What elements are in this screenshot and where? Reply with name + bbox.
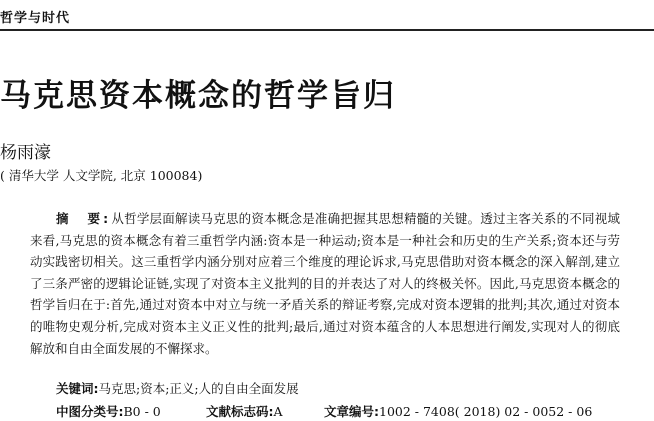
header-rule (0, 29, 654, 31)
abstract (30, 208, 620, 359)
article-number-value: 1002 - 7408( 2018) 02 - 0052 - 06 (379, 404, 593, 419)
article-number-label: 文章编号: (324, 404, 379, 419)
keywords-label: 关键词: (56, 381, 99, 396)
abstract-text: 从哲学层面解读马克思的资本概念是准确把握其思想精髓的关键。透过主客关系的不同视域来看,马克思的资本概念有着三重哲学内涵:资本是一种运动;资本是一种社会和历史的生产关系;资本还与劳动实践密切相关。这三重哲学内涵分别对应着三个维度的理论诉求,马克思借助对资本概念的深入解剖,建立了三条严密的逻辑论证链,实现了对资本主义批判的目的并表达了对人的终极关怀。因此,马克思资本概念的哲学旨归在于:首先,通过对资本中对立与统一矛盾关系的辩证考察,完成对资本逻辑的批判;其次,通过对资本的唯物史观分析,完成对资本主义正义性的批判;最后,通过对资本蕴含的人本思想进行阐发,实现对人的彻底解放和自由全面发展的不懈探求。 (30, 211, 620, 356)
document-code (206, 403, 283, 421)
article-title: 马克思资本概念的哲学旨归 (0, 78, 396, 114)
document-code-label: 文献标志码: (206, 404, 274, 419)
author-affiliation: ( 清华大学 人文学院, 北京 100084) (0, 168, 203, 183)
abstract-label: 摘 要: (56, 211, 112, 226)
author-name: 杨雨濠 (0, 143, 51, 163)
clc-value: B0 - 0 (123, 404, 161, 419)
keywords-text: 马克思;资本;正义;人的自由全面发展 (98, 381, 299, 396)
clc-number (56, 403, 161, 421)
keywords (56, 380, 299, 398)
journal-running-header: 哲学与时代 (0, 11, 71, 26)
clc-label: 中图分类号: (56, 404, 124, 419)
document-code-value: A (273, 404, 283, 419)
article-number (324, 403, 592, 421)
